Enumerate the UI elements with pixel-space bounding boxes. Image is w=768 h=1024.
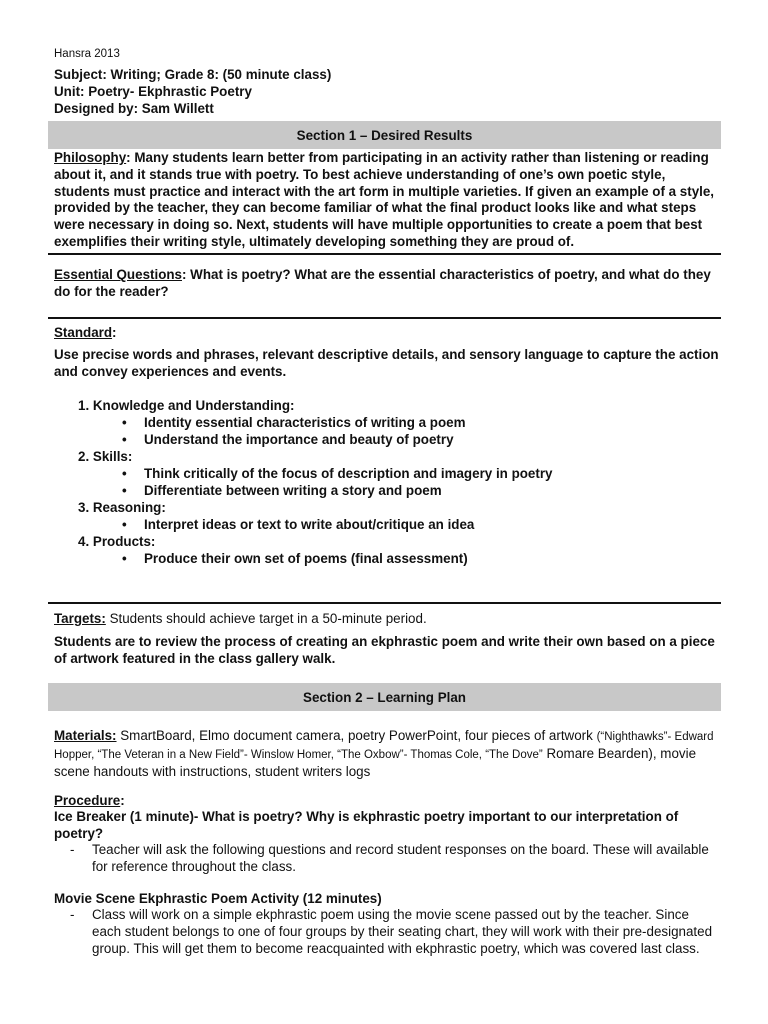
eq-label: Essential Questions	[54, 267, 182, 282]
standard-heading: Standard:	[54, 325, 117, 340]
philosophy-label: Philosophy	[54, 150, 127, 165]
list-item: 1. Knowledge and Understanding:	[78, 398, 295, 413]
bullet-item: • Understand the importance and beauty of poetry	[122, 432, 454, 447]
philosophy-text: : Many students learn better from participating in an activity rather than listening or reading about it, and it stands true with poetry. To best achieve understanding of one’s own poetic style, students must practice and interact with the art form in multiple varieties. If given an example of a style, provided by the teacher, they can become familiar of what the final product looks like and what steps were necessary in doing so. Next, students will have multiple opportunities to create a poem that best exemplifies their writing style, ultimately developing something they are proud of.	[54, 150, 715, 249]
procedure-label: Procedure	[54, 793, 121, 808]
bullet-item: • Identity essential characteristics of writing a poem	[122, 415, 466, 430]
list-item: 3. Reasoning:	[78, 500, 166, 515]
divider	[48, 253, 721, 255]
eq-text: : What is poetry? What are the essential characteristics of poetry, and what do they do for the reader?	[54, 267, 711, 299]
essential-questions	[54, 267, 722, 301]
targets-text: Students should achieve target in a 50-minute period.	[105, 611, 427, 626]
section2-header: Section 2 – Learning Plan	[48, 683, 721, 711]
procedure-heading: Procedure:	[54, 793, 125, 808]
targets-line	[54, 611, 722, 628]
document-page: Hansra 2013 Subject: Writing; Grade 8: (50 minute class) Unit: Poetry- Ekphrastic Poetry Designed by: Sam Willett Section 1 – Desired Results Philosophy: Many students learn better from participating in an activity rather than listening or reading about it, and it stands true with poetry. To best achieve understanding of one’s own poetic style, students must practice and interact with the art form in multiple varieties. If given an example of a style, provided by the teacher, they can become familiar of what the final product looks like and what steps were necessary in doing so. Next, students will have multiple opportunities to create a poem that best exemplifies their writing style, ultimately developing something they are proud of. Essential Questions: What is poetry? What are the essential characteristics of poetry, and what do they do for the reader? Standard: Use precise words and phrases, relevant descriptive details, and sensory language to capture the action and convey experiences and events. 1. Knowledge and Understanding: • Identity essential characteristics of writing a poem • Understand the importance and beauty of poetry 2. Skills: • Think critically of the focus of description and imagery in poetry • Differentiate between writing a story and poem 3. Reasoning: • Interpret ideas or text to write about/critique an idea 4. Products: • Produce their own set of poems (final assessment) Targets: Students should achieve target in a 50-minute period. Students are to review the process of creating an ekphrastic poem and write their own based on a piece of artwork featured in the class gallery walk. Section 2 – Learning Plan Materials: SmartBoard, Elmo document camera, poetry PowerPoint, four pieces of artwork (“Nighthawks”- Edward Hopper, “The Veteran in a New Field”- Winslow Homer, “The Oxbow”- Thomas Cole, “The Dove” Romare Bearden), movie scene handouts with instructions, student writers logs Procedure: Ice Breaker (1 minute)- What is poetry? Why is ekphrastic poetry important to our interpretation of poetry? - Teacher will ask the following questions and record student responses on the board. These will available for reference throughout the class. Movie Scene Ekphrastic Poem Activity (12 minutes) - Class will work on a simple ekphrastic poem using the movie scene passed out by the teacher. Since each student belongs to one of four groups by their seating chart, they will work with their pre-designated group. This will get them to become reacquainted with ekphrastic poetry, which was covered last class.	[0, 0, 768, 1024]
ice-breaker: Ice Breaker (1 minute)- What is poetry? Why is ekphrastic poetry important to our interpretation of poetry?	[54, 809, 679, 841]
targets-label: Targets:	[54, 611, 106, 626]
bullet-item: • Interpret ideas or text to write about/critique an idea	[122, 517, 475, 532]
author-line: Hansra 2013	[54, 48, 120, 60]
section1-header: Section 1 – Desired Results	[48, 121, 721, 149]
materials-label: Materials:	[54, 728, 117, 743]
bullet-item: • Produce their own set of poems (final assessment)	[122, 551, 468, 566]
standard-label: Standard	[54, 325, 113, 340]
divider	[48, 317, 721, 319]
subject-line: Subject: Writing; Grade 8: (50 minute class)	[54, 67, 332, 82]
philosophy-paragraph	[54, 150, 722, 251]
movie-activity-heading: Movie Scene Ekphrastic Poem Activity (12 minutes)	[54, 891, 382, 906]
standard-text: Use precise words and phrases, relevant descriptive details, and sensory language to capture the action and convey experiences and events.	[54, 347, 719, 379]
designed-by-line: Designed by: Sam Willett	[54, 101, 214, 116]
materials-paragraph: Materials: SmartBoard, Elmo document camera, poetry PowerPoint, four pieces of artwork (“Nighthawks”- Edward Hopper, “The Veteran in a New Field”- Winslow Homer, “The Oxbow”- Thomas Cole, “The Dove” Romare Bearden), movie scene handouts with instructions, student writers logs	[54, 728, 714, 779]
divider	[48, 602, 721, 604]
list-item: 4. Products:	[78, 534, 156, 549]
unit-line: Unit: Poetry- Ekphrastic Poetry	[54, 84, 252, 99]
bullet-item: • Think critically of the focus of description and imagery in poetry	[122, 466, 553, 481]
targets-description: Students are to review the process of creating an ekphrastic poem and write their own based on a piece of artwork featured in the class gallery walk.	[54, 634, 715, 666]
bullet-item: • Differentiate between writing a story and poem	[122, 483, 442, 498]
list-item: 2. Skills:	[78, 449, 133, 464]
